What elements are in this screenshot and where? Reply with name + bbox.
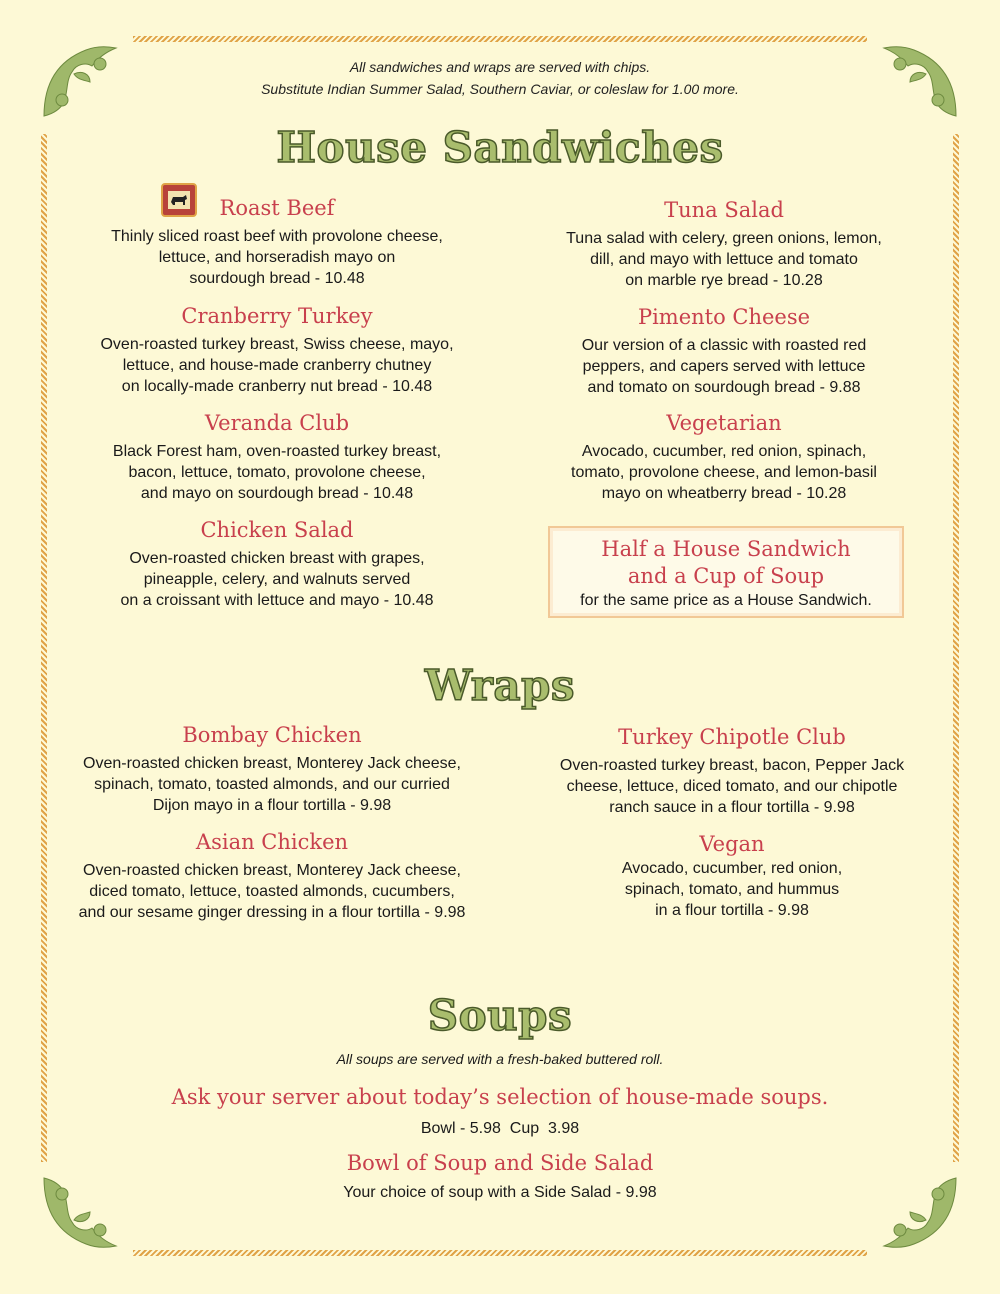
- item-name: Bombay Chicken: [182, 723, 362, 747]
- desc-line: ranch sauce in a flour tortilla - 9.98: [609, 799, 855, 816]
- half-sandwich-soup-callout: [548, 526, 904, 618]
- soup-salad-combo-name: Bowl of Soup and Side Salad: [346, 1151, 654, 1175]
- desc-line: and our sesame ginger dressing in a flour tortilla - 9.98: [78, 904, 466, 921]
- item-name: Asian Chicken: [195, 830, 349, 854]
- desc-line: in a flour tortilla - 9.98: [655, 902, 809, 919]
- item-name: Veranda Club: [204, 411, 350, 435]
- desc-line: Oven-roasted chicken breast, Monterey Jack cheese,: [83, 862, 461, 879]
- desc-line: Oven-roasted chicken breast, Monterey Jack cheese,: [83, 755, 461, 772]
- desc-line: spinach, tomato, toasted almonds, and our curried: [94, 776, 450, 793]
- intro-line-2: Substitute Indian Summer Salad, Southern Caviar, or coleslaw for 1.00 more.: [261, 81, 739, 97]
- menu-item-chicken-salad: [77, 516, 477, 611]
- item-description: [524, 228, 924, 291]
- desc-line: diced tomato, lettuce, toasted almonds, cucumbers,: [89, 883, 455, 900]
- desc-line: Oven-roasted chicken breast with grapes,: [129, 550, 425, 567]
- desc-line: Oven-roasted turkey breast, Swiss cheese, mayo,: [100, 336, 454, 353]
- item-description: [77, 548, 477, 611]
- desc-line: and mayo on sourdough bread - 10.48: [140, 485, 414, 502]
- bottom-border: [133, 1250, 867, 1256]
- callout-title-line-2: and a Cup of Soup: [627, 564, 825, 588]
- callout-description: for the same price as a House Sandwich.: [580, 592, 872, 609]
- desc-line: Thinly sliced roast beef with provolone cheese,: [111, 228, 443, 245]
- item-name: Pimento Cheese: [637, 305, 811, 329]
- desc-line: spinach, tomato, and hummus: [624, 881, 840, 898]
- desc-line: dill, and mayo with lettuce and tomato: [590, 251, 858, 268]
- desc-line: and tomato on sourdough bread - 9.88: [587, 379, 861, 396]
- desc-line: lettuce, and house-made cranberry chutney: [122, 357, 432, 374]
- menu-item-vegan: [532, 830, 932, 921]
- menu-item-pimento-cheese: [524, 303, 924, 398]
- desc-line: on marble rye bread - 10.28: [625, 272, 823, 289]
- top-border: [133, 36, 867, 42]
- item-description: [524, 441, 924, 504]
- item-description: [57, 753, 487, 816]
- desc-line: sourdough bread - 10.48: [189, 270, 365, 287]
- menu-item-turkey-chipotle-club: [517, 723, 947, 818]
- menu-item-vegetarian: [524, 409, 924, 504]
- menu-item-bombay-chicken: [57, 721, 487, 816]
- callout-title-line-1: Half a House Sandwich: [601, 537, 851, 561]
- item-description: [77, 441, 477, 504]
- menu-item-tuna-salad: [524, 196, 924, 291]
- desc-line: Avocado, cucumber, red onion, spinach,: [581, 443, 867, 460]
- desc-line: Oven-roasted turkey breast, bacon, Pepper Jack: [559, 757, 905, 774]
- item-description: [517, 755, 947, 818]
- item-name: Chicken Salad: [200, 518, 354, 542]
- item-name: Vegetarian: [666, 411, 782, 435]
- desc-line: Avocado, cucumber, red onion,: [621, 860, 843, 877]
- intro-line-1: All sandwiches and wraps are served with chips.: [349, 59, 651, 75]
- item-description: [57, 860, 487, 923]
- item-name: Tuna Salad: [664, 198, 784, 222]
- item-description: [77, 334, 477, 397]
- section-title-wraps: Wraps: [424, 661, 576, 710]
- desc-line: mayo on wheatberry bread - 10.28: [601, 485, 847, 502]
- menu-item-roast-beef: [77, 194, 477, 289]
- soups-note: All soups are served with a fresh-baked buttered roll.: [336, 1051, 664, 1067]
- item-name: Cranberry Turkey: [181, 304, 373, 328]
- item-description: [532, 858, 932, 921]
- menu-item-asian-chicken: [57, 828, 487, 923]
- soups-prices: Bowl - 5.98 Cup 3.98: [420, 1120, 580, 1137]
- section-title-soups: Soups: [427, 991, 573, 1040]
- desc-line: Dijon mayo in a flour tortilla - 9.98: [152, 797, 392, 814]
- desc-line: on a croissant with lettuce and mayo - 10.48: [120, 592, 434, 609]
- soups-ask-server: Ask your server about today’s selection of house-made soups.: [171, 1085, 829, 1109]
- intro-note: [0, 56, 1000, 100]
- item-name: Turkey Chipotle Club: [618, 725, 846, 749]
- desc-line: cheese, lettuce, diced tomato, and our chipotle: [566, 778, 898, 795]
- desc-line: on locally-made cranberry nut bread - 10.48: [121, 378, 433, 395]
- menu-item-cranberry-turkey: [77, 302, 477, 397]
- item-description: [77, 226, 477, 289]
- item-name: Vegan: [699, 832, 765, 856]
- section-title-sandwiches: House Sandwiches: [276, 123, 724, 172]
- desc-line: Tuna salad with celery, green onions, lemon,: [566, 230, 882, 247]
- desc-line: Black Forest ham, oven-roasted turkey breast,: [112, 443, 442, 460]
- item-name: Roast Beef: [219, 196, 335, 220]
- desc-line: bacon, lettuce, tomato, provolone cheese,: [128, 464, 426, 481]
- desc-line: peppers, and capers served with lettuce: [582, 358, 866, 375]
- desc-line: lettuce, and horseradish mayo on: [158, 249, 396, 266]
- desc-line: pineapple, celery, and walnuts served: [143, 571, 411, 588]
- desc-line: Our version of a classic with roasted red: [581, 337, 867, 354]
- desc-line: tomato, provolone cheese, and lemon-basil: [571, 464, 877, 481]
- soup-salad-combo-description: Your choice of soup with a Side Salad - 9.98: [343, 1184, 657, 1201]
- item-description: [524, 335, 924, 398]
- menu-item-veranda-club: [77, 409, 477, 504]
